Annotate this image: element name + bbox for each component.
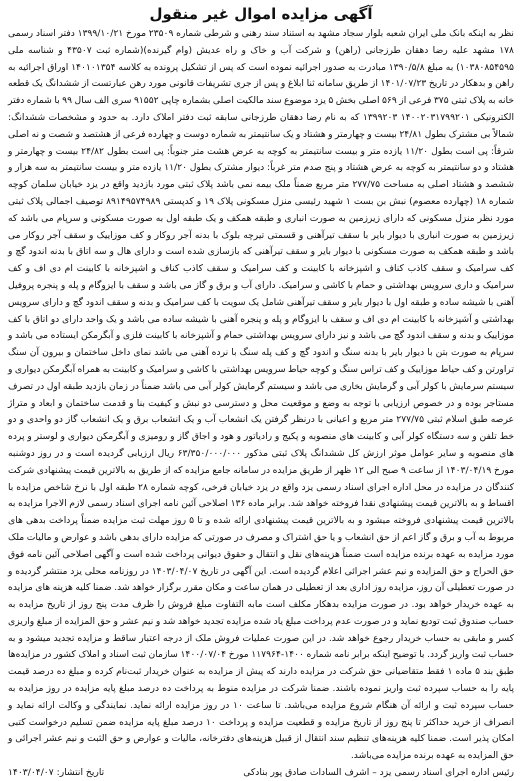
publish-date: تاریخ انتشار: ۱۴۰۳/۰۴/۰۷ <box>8 767 105 779</box>
signature-block <box>8 765 514 781</box>
notice-body: نظر به اینکه بانک ملی ایران شعبه بلوار سجاد مشهد به استناد سند رهنی و شرطی شماره ۲۳۵۰۹ مورخ ۱۳۹۹/۱۰/۲۱ دفتر اسناد رسمی ۱۷۸ مشهد علیه رضا دهقان طرزجانی (راهن) و شرکت آب و خاک و راه عدیش (وام گیرنده)(شماره ثبت ۴۳۵۰۷ و شناسه ملی ۱۰۳۸۰۸۵۴۵۹۵) به مبلغ ۱۳۹۰/۵/۸ مبادرت به صدور اجرائیه نموده است که پس از تشکیل پرونده به کلاسه ۱۴۰۱۰۱۳۵۴ اوراق اجرائیه به راهن و بدهکار در تاریخ ۱۴۰۱/۰۷/۲۳ از طریق سامانه ثنا ابلاغ و پس از جری تشریفات قانونی مورد رهن عبارتست از ششدانگ یک قطعه خانه به پلاک ثبتی ۳۷۵ فرعی از ۵۶۹ اصلی بخش ۵ یزد موضوع سند مالکیت اصلی بشماره چاپی ۹۱۵۵۲ سری الف سال ۹۹ با شماره دفتر الکترونیکی ۱۴۰۰۲۰۳۱۷۹۹۲۰۱ ۱۳۹۹۲۰۳ که به نام رضا دهقان طرزجانی سابقه ثبت دفتر املاک دارد. به حدود و مشخصات ششدانگ: شمالاً بی مشترک بطول ۲۴/۸۱ بیست و چهارمتر و هشتاد و یک سانتیمتر به شماره دوست و چهارده فرعی از هشتصد و شصت و نه اصلی شرقاً: پی است بطول ۱۱/۲۰ یازده متر و بیست سانتیمتر به کوچه به عرض هشت متر جنوباً: پی است بطول ۲۴/۸۲ بیست و چهارمتر و هشتاد و دو سانتیمتر به کوچه به عرض هشتاد و پنج صدم متر غرباً: دیوار مشترک بطول ۱۱/۲۰ یازده متر و بیست سانتیمتر به سه هزار و ششصد و هشتاد اصلی به مساحت ۲۷۷/۷۵ متر مربع ضمناً ملک بیمه نمی باشد پلاک ثبتی مورد بازدید واقع در یزد خیابان سلمان کوچه شماره ۱۸ (چهارده معصوم) نبش بن بست ۱ شهید رئیسی منزل مسکونی پلاک ۱۹ و کدپستی ۸۹۱۴۹۵۷۴۹۸۹ توصیف اجمالی پلاک ثبتی مورد نظر منزل مسکونی که دارای زیرزمین به صورت انباری و طبقه همکف و یک طبقه اول به صورت مسکونی و سرپام می باشد که زیرزمین به صورت انباری با دیوار بایر با سقف تیرآهنی و قسمتی تیرچه بلوک با بدنه آجر روکار و کف موزاییک و سقف آجر روکار می باشد و طبقه همکف به صورت مسکونی با دیوار بایر و سقف تیرآهنی که بازسازی شده است و دارای هال و سه اتاق با بدنه اندود گچ و کف سرامیک و سقف کاذب کناف و اشپزخانه با کابینت و کف سرامیک و سقف کاذب کناف و اشپزخانه با کابینت ام دی اف و کف سرامیک و داری سرویس بهداشتی و حمام با کاشی و سرامیک. دارای آب و برق و گاز می باشد و سقف با ایزوگام و پله و پنجره پروفیل آهنی با شیشه ساده و طبقه اول با دیوار بایر و سقف تیرآهنی شامل یک سویت با کف سرامیک و بدنه و سقف اندود گچ و دارای سرویس بهداشتی و آشپزخانه با کابینت ام دی اف و سقف با ایزوگام و پله و پنجره آهنی با شیشه ساده می باشد و یک واحد دارای دو اتاق با کف موزاییک و بدنه و سقف اندود گچ می باشد و نیز دارای سرویس بهداشتی حمام و آشپزخانه با کابینت فلزی و آبگرمکن ایستاده می باشد و سرپام به صورت بتن با دیوار بایر با بدنه سنگ و اندود گچ و کف پله سنگ با نرده آهنی می باشد نمای داخل ساختمان و بیرون آن سنگ تراورتن و کف حیاط موزاییک و کف تراس سنگ و کوچه حیاط سرویس بهداشتی با کاشی و سرامیک و کابینت به همراه آبگرمکن دیواری و سیستم سرمایش با کولر آبی و گرمایش بخاری می باشد و سیستم گرمایش کولر آبی می باشد ضمناً در زمان بازدید طبقه اول در تصرف مستاجر بوده و در خصوص ارزیابی با توجه به وضع و موقعیت محل و دسترسی دو نبش و کیفیت بنا و قدمت ساختمان و ابعاد و متراژ عرصه طبق اسلام ثبتی ۲۷۷/۷۵ متر مربع و اعیانی با درنظر گرفتن یک انشعاب آب و یک انشعاب برق و یک انشعاب گاز دو واحدی و دو خط تلفن و سه دستگاه کولر آبی و کابینت های منصوبه و پکیج و رادیاتور و هود و اجاق گاز و رومیزی و آبگرمکن دیواری و لوستر و پرده های منصوبه و سایر عوامل موثر ارزش کل ششدانگ پلاک ثبتی مذکور ۶۳/۳۵۰/۰۰۰/۰۰۰ ریال ارزیابی گردیده است و در روز دوشنبه مورخ ۱۴۰۳/۰۴/۱۹ از ساعت ۹ صبح الی ۱۲ ظهر از طریق مزایده در سامانه جامع مزایده که از طریق به بالاترین قیمت پیشنهادی شرکت کنندگان در مزایده در محل اداره اجرای اسناد رسمی یزد واقع در یزد خیابان فرخی، کوچه شماره ۲۸ طبقه اول با نرخ شاخص مزایده با اقساط و به بالاترین قیمت پیشنهادی نقدا فروخته خواهد شد. برابر ماده ۱۳۶ اصلاحی آئین نامه اجرای اسناد رسمی لازم الاجرا مزایده به بالاترین قیمت پیشنهادی فروخته میشود و به بالاترین قیمت پیشنهادی ارائه شده و تا ۵ روز مهلت ثبت مزایده ضمناً پرداخت بدهی های مربوط به آب و برق و گاز اعم از حق انشعاب و یا حق اشتراک و مصرف در صورتی که مزایده دارای بدهی باشد و عوارض و مالیات ملک مورد مزایده به عهده برنده مزایده است ضمناً هزینه‌های نقل و انتقال و حقوق دیوانی پرداخت شده است و آگهی اصلاحی آئین نامه فوق حق الحراج و حق المزایده و نیم عشر اجرائی اعلام گردیده است. این آگهی در تاریخ ۱۴۰۳/۰۴/۰۷ در روزنامه محلی یزد منتشر گردیده و در صورت تعطیلی آن روز، مزایده روز اداری بعد از تعطیلی در همان ساعت و مکان مقرر برگزار خواهد شد. ضمنا کلیه هزینه های مزایده به عهده خریدار خواهد بود. در صورت مزایده بدهکار مکلف است مابه التفاوت مبلغ فروش را ظرف مدت پنج روز از تاریخ مزایده به حساب صندوق ثبت تودیع نماید و در صورت عدم پرداخت مبلغ یاد شده مزایده تجدید خواهد شد و نیم عشر و حق المزایده از مبلغ واریزی کسر و مابقی به حساب خریدار رجوع خواهد شد. در این صورت عملیات فروش ملک از درجه اعتبار ساقط و مزایده تجدید میشود و به حساب ثبت واریز گردد. با توضیح اینکه برابر نامه شماره ۱۴۰۰-۱۱۷۹۶۴ مورخ ۱۴۰۰/۰۷/۰۴ سازمان ثبت اسناد و املاک کشور در مزایده‌ها طبق بند ۵ ماده ۱ فقط متقاضیانی حق شرکت در مزایده دارند که پیش از مزایده به عنوان خریدار ثبت‌نام کرده و مبلغ ده درصد قیمت پایه را به حساب سپرده ثبت واریز نموده باشند. ضمنا شرکت در مزایده منوط به پرداخت ده درصد مبلغ پایه مزایده در روز مزایده به حساب سپرده ثبت و ارائه آن هنگام شروع مزایده می‌باشد. تا ساعت ۱۰ در روز مزایده ارائه نماید. نمایندگی و وکالت ارائه نماید و انصراف از خرید حداکثر تا پنج روز از تاریخ مزایده و قطعیت مزایده و پرداخت ۱۰ درصد مبلغ پایه مزایده ضمن تسلیم درخواست کتبی امکان پذیر است. ضمنا کلیه هزینه‌های تنظیم سند انتقال از قبیل هزینه‌های دفترخانه، مالیات و عوارض و حق الثبت و نیم عشر اجرائی و حق المزایده به عهده برنده مزایده می‌باشد. <box>8 28 515 762</box>
signature-name: رئیس اداره اجرای اسناد رسمی یزد – اشرف السادات صادق پور بنادکی <box>243 767 514 779</box>
notice-title: آگهی مزایده اموال غیر منقول <box>149 5 373 23</box>
